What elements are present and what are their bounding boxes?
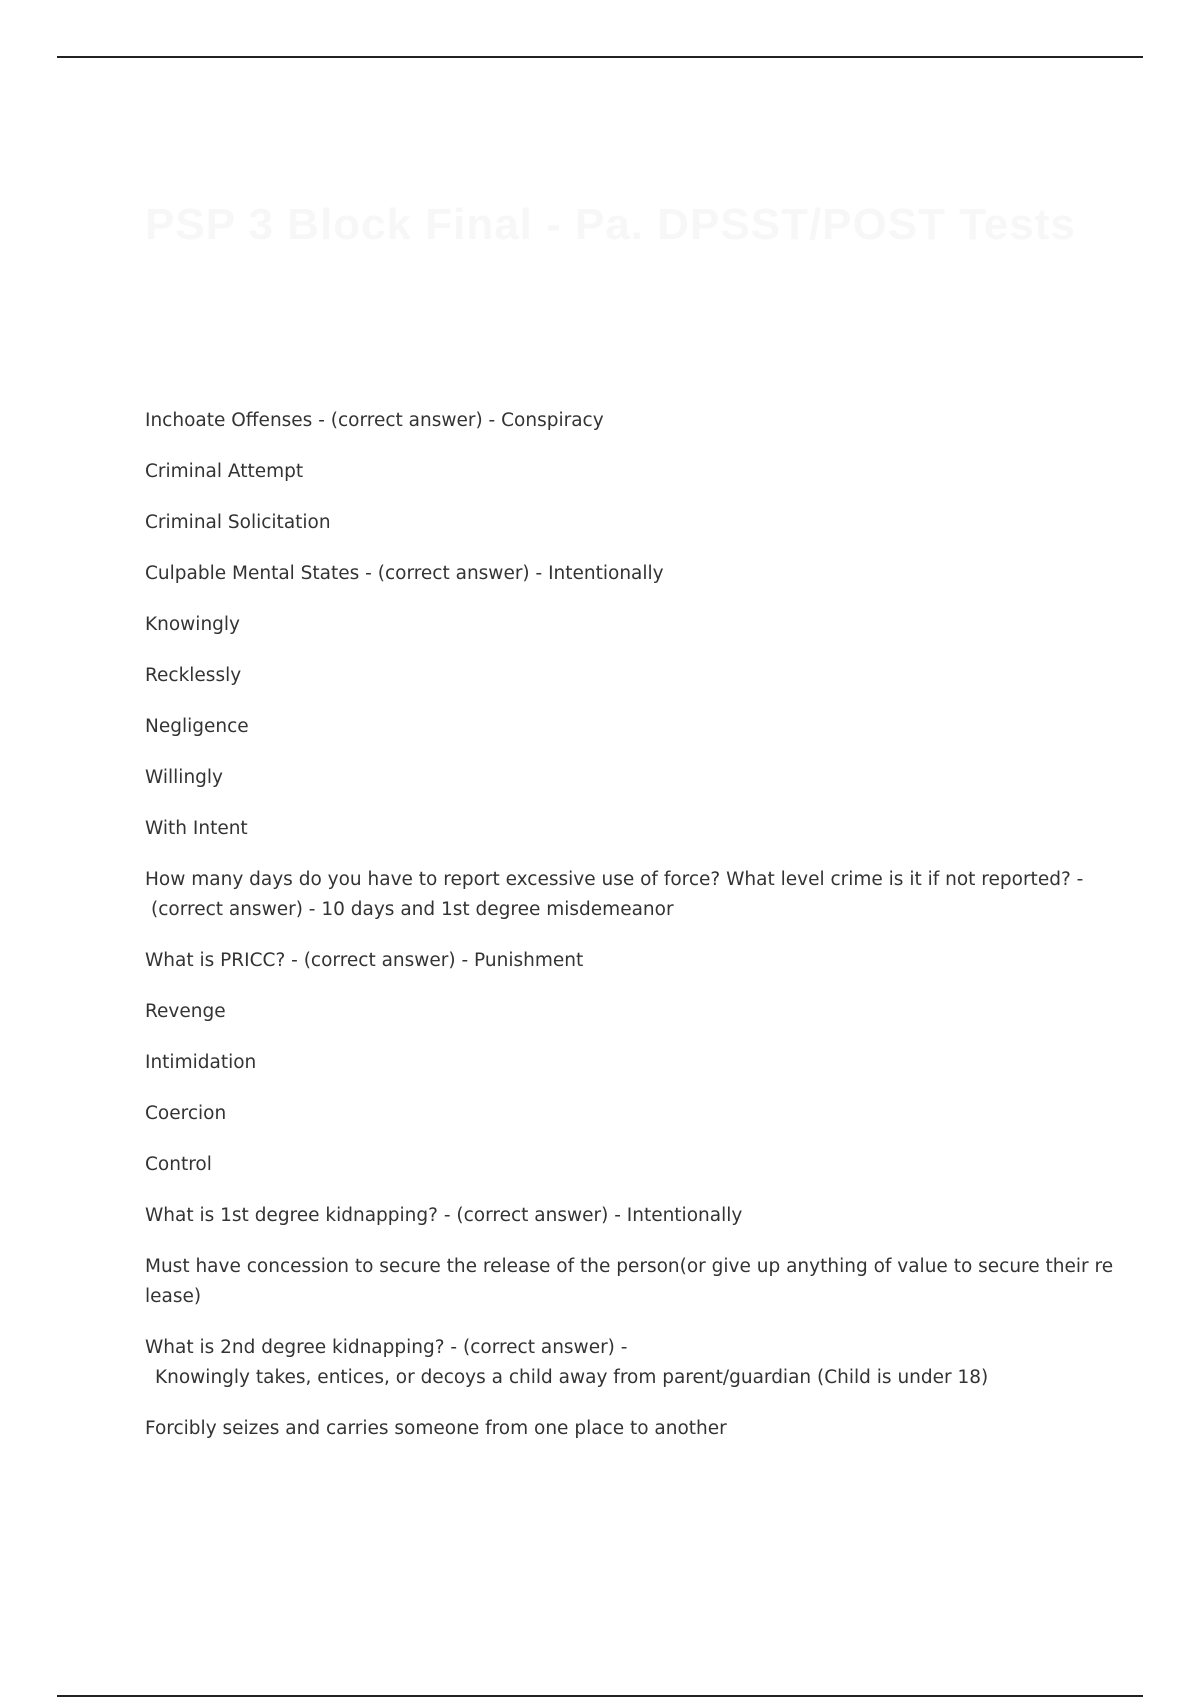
qa-paragraph: [145, 865, 1095, 925]
qa-line: Must have concession to secure the release of the person(or give up anything of value to secure their re: [145, 1256, 1114, 1277]
qa-line: Intimidation: [145, 1052, 257, 1073]
qa-line: Recklessly: [145, 665, 242, 686]
qa-line: How many days do you have to report excessive use of force? What level crime is it if not reported? -: [145, 869, 1084, 890]
qa-line: (correct answer) - 10 days and 1st degree misdemeanor: [151, 899, 674, 920]
document-body: [145, 406, 1114, 1465]
qa-line: Inchoate Offenses - (correct answer) - Conspiracy: [145, 410, 604, 431]
header-rule: [57, 56, 1143, 58]
qa-line: Negligence: [145, 716, 249, 737]
qa-line: Criminal Attempt: [145, 461, 304, 482]
qa-paragraph: [145, 1252, 1114, 1312]
qa-line: Knowingly takes, entices, or decoys a child away from parent/guardian (Child is under 18): [155, 1367, 989, 1388]
qa-line: Control: [145, 1154, 212, 1175]
qa-line: Forcibly seizes and carries someone from one place to another: [145, 1418, 727, 1439]
qa-line: Criminal Solicitation: [145, 512, 331, 533]
qa-line: What is 2nd degree kidnapping? - (correct answer) -: [145, 1337, 628, 1358]
qa-paragraph: [145, 1333, 1095, 1393]
qa-line: Revenge: [145, 1001, 226, 1022]
qa-line: What is 1st degree kidnapping? - (correct answer) - Intentionally: [145, 1205, 743, 1226]
qa-line: Willingly: [145, 767, 224, 788]
qa-line: Coercion: [145, 1103, 227, 1124]
qa-line: Culpable Mental States - (correct answer) - Intentionally: [145, 563, 664, 584]
qa-line: With Intent: [145, 818, 248, 839]
qa-line: lease): [145, 1286, 202, 1307]
qa-line: Knowingly: [145, 614, 241, 635]
qa-line: What is PRICC? - (correct answer) - Punishment: [145, 950, 584, 971]
faded-title-watermark: PSP 3 Block Final - Pa. DPSST/POST Tests: [145, 200, 1076, 249]
footer-rule: [57, 1695, 1143, 1697]
